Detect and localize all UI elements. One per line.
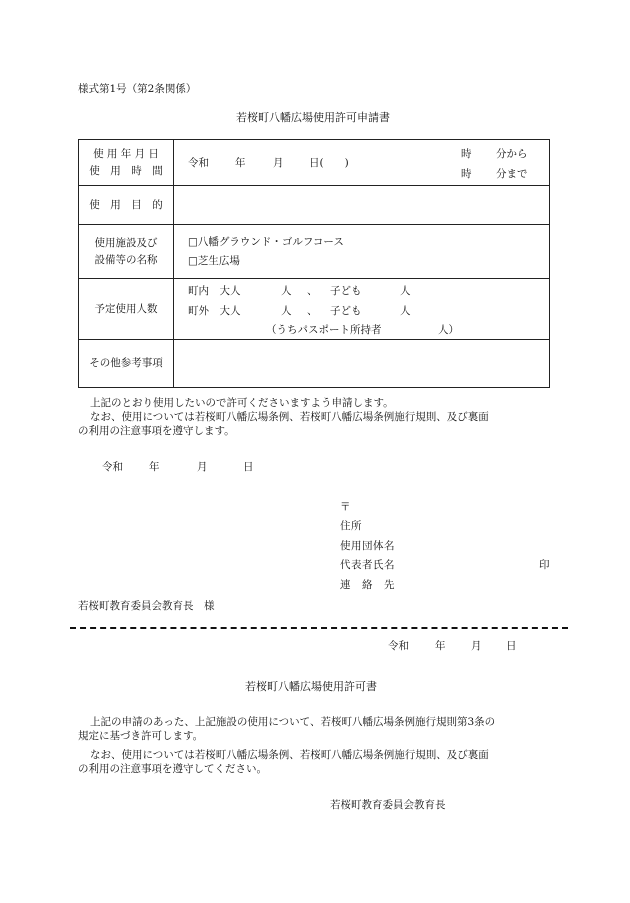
application-date-era: 令和 [102, 461, 123, 473]
passport-holders: （うちパスポート所持者 [266, 324, 382, 336]
address-label: 住所 [340, 520, 362, 532]
date-label-line2: 使 用 時 間 [89, 164, 163, 177]
hour-from: 時 [461, 148, 472, 160]
purpose-label: 使 用 目 的 [79, 186, 174, 225]
facility-option-ground-golf[interactable]: □八幡グラウンド・ゴルフコース [188, 236, 344, 248]
town-in-adults-unit: 人 [281, 285, 292, 297]
date-era: 令和 [188, 157, 209, 169]
passport-holders-unit: 人） [438, 324, 459, 336]
town-out-adults: 町外 大人 [188, 305, 241, 317]
postal-mark: 〒 [340, 501, 351, 513]
contact-label: 連 絡 先 [340, 579, 395, 591]
permit-date-year: 年 [435, 640, 446, 652]
permit-text-2b: の利用の注意事項を遵守してください。 [78, 763, 267, 775]
request-text-1: 上記のとおり使用したいので許可くださいますよう申請します。 [90, 397, 394, 409]
application-date-month: 月 [197, 461, 208, 473]
representative-label: 代表者氏名 [340, 559, 395, 571]
row-other [79, 340, 550, 388]
date-cell[interactable] [174, 140, 550, 186]
date-day: 日( ) [309, 157, 349, 169]
facility-label-line2: 設備等の名称 [94, 253, 158, 266]
date-label-line1: 使 用 年 月 日 [93, 147, 159, 160]
people-cell[interactable] [174, 279, 550, 340]
permit-title: 若桜町八幡広場使用許可書 [245, 680, 377, 693]
facility-option-lawn[interactable]: □芝生広場 [188, 255, 240, 267]
permit-date-month: 月 [471, 640, 482, 652]
group-name-label: 使用団体名 [340, 540, 395, 552]
request-text-2a: なお、使用については若桜町八幡広場条例、若桜町八幡広場条例施行規則、及び裏面 [90, 411, 489, 423]
date-label [79, 140, 174, 186]
min-to: 分まで [496, 168, 528, 180]
date-year: 年 [235, 157, 246, 169]
row-purpose [79, 186, 550, 225]
request-text-2b: の利用の注意事項を遵守します。 [78, 425, 235, 437]
application-date-year: 年 [149, 461, 160, 473]
town-in-adults: 町内 大人 [188, 285, 241, 297]
application-date-day: 日 [243, 461, 254, 473]
town-out-comma: 、 [307, 305, 318, 317]
seal-mark: 印 [539, 559, 550, 571]
min-from: 分から [496, 148, 528, 160]
application-title: 若桜町八幡広場使用許可申請書 [236, 111, 390, 124]
cut-line [70, 627, 568, 629]
issuer: 若桜町教育委員会教育長 [330, 799, 446, 811]
permit-text-1a: 上記の申請のあった、上記施設の使用について、若桜町八幡広場条例施行規則第3条の [90, 716, 496, 728]
people-label: 予定使用人数 [79, 279, 174, 340]
town-in-children-unit: 人 [400, 285, 411, 297]
permit-text-2a: なお、使用については若桜町八幡広場条例、若桜町八幡広場条例施行規則、及び裏面 [90, 749, 489, 761]
row-facility [79, 225, 550, 279]
facility-label [79, 225, 174, 279]
facility-cell [174, 225, 550, 279]
form-number: 様式第1号（第2条関係） [78, 83, 197, 95]
other-label: その他参考事項 [79, 340, 174, 388]
hour-to: 時 [461, 168, 472, 180]
permit-date-era: 令和 [388, 640, 409, 652]
row-date [79, 140, 550, 186]
other-cell[interactable] [174, 340, 550, 388]
town-in-comma: 、 [307, 285, 318, 297]
town-in-children: 子ども [330, 285, 362, 297]
town-out-adults-unit: 人 [281, 305, 292, 317]
row-people [79, 279, 550, 340]
town-out-children: 子ども [330, 305, 362, 317]
addressee: 若桜町教育委員会教育長 様 [78, 600, 215, 612]
purpose-cell[interactable] [174, 186, 550, 225]
date-month: 月 [273, 157, 284, 169]
permit-text-1b: 規定に基づき許可します。 [78, 730, 204, 742]
permit-date-day: 日 [506, 640, 517, 652]
application-table [78, 139, 550, 388]
town-out-children-unit: 人 [400, 305, 411, 317]
facility-label-line1: 使用施設及び [94, 236, 158, 249]
